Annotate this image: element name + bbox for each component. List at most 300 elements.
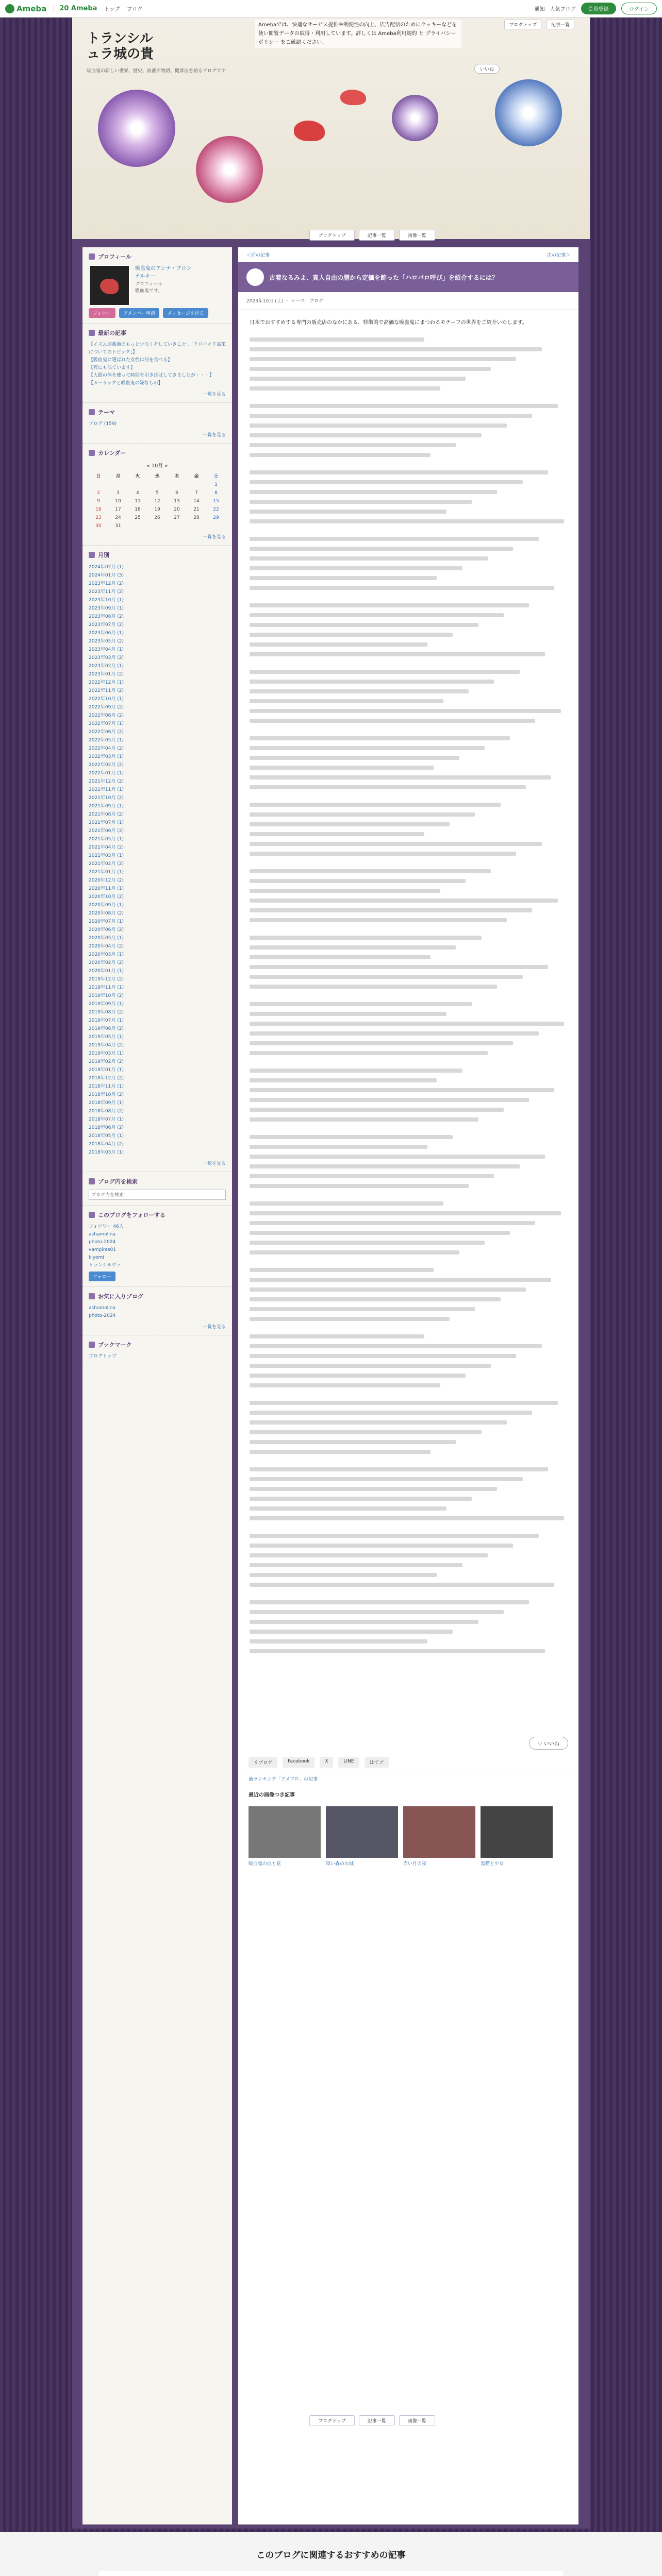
archive-item[interactable]: 2018年03月 (1) [89,1150,124,1155]
calendar-day: 8 [214,490,218,496]
article-text-line [250,1155,545,1159]
archive-item[interactable]: 2020年06月 (2) [89,927,124,933]
archive-item[interactable]: 2024年01月 (3) [89,573,124,578]
next-article-link[interactable]: 次の記事＞ [547,253,570,258]
archive-item[interactable]: 2020年07月 (1) [89,919,124,924]
article-text-line [250,1553,488,1557]
article-text-line [250,1145,427,1149]
archive-item[interactable]: 2022年06月 (2) [89,730,124,735]
article-text-line [250,347,542,351]
header-article-list-link[interactable]: 記事一覧 [547,20,574,29]
prev-article-link[interactable]: ＜前の記事 [246,253,270,258]
archive-item[interactable]: 2019年01月 (1) [89,1067,124,1073]
article-header [238,262,578,292]
archive-item[interactable]: 2021年08月 (2) [89,812,124,817]
reader-section [82,1287,232,1335]
article-text-line [250,1174,494,1178]
article-text-line [250,623,478,627]
related-item[interactable]: 黒猫と少女 [481,1806,553,1867]
follow-item[interactable]: vampires01 [89,1247,117,1252]
archive-more-link[interactable]: 一覧を見る [202,1161,226,1166]
related-item[interactable]: 暗い森の古城 [326,1806,398,1867]
calendar-day: 12 [154,499,160,504]
archive-item[interactable]: 2019年11月 (1) [89,985,124,990]
profile-desc: 吸血鬼です。 [135,289,163,294]
article-body [238,310,578,1732]
morning-glory-flower [98,90,175,167]
article-text-line [250,899,558,903]
archive-item[interactable]: 2023年02月 (1) [89,664,124,669]
follow-item[interactable]: フォロワー 46人 [89,1224,124,1229]
tab-article-list[interactable]: 記事一覧 [359,2415,395,2426]
archive-item[interactable]: 2022年08月 (2) [89,713,124,718]
recent-item[interactable]: 【死にも似ています】 [89,365,136,370]
theme-heading: テーマ [89,408,226,416]
archive-item[interactable]: 2021年09月 (1) [89,804,124,809]
archive-item[interactable]: 2022年05月 (1) [89,738,124,743]
avatar[interactable] [89,265,130,306]
archive-item[interactable]: 2019年03月 (1) [89,1051,124,1056]
footer-recommend-area [0,2532,662,2576]
article-text-line [250,1297,501,1301]
article-text-line [250,1440,456,1444]
calendar-day: 13 [174,499,180,504]
article-text-line [250,1534,539,1538]
archive-item[interactable]: 2019年04月 (2) [89,1043,124,1048]
archive-item[interactable]: 2023年10月 (1) [89,598,124,603]
bookmark-icon [89,1342,95,1348]
calendar-day: 28 [193,515,200,520]
archive-item[interactable]: 2023年12月 (2) [89,581,124,586]
like-button[interactable]: ♡ いいね [529,1737,568,1750]
article-text-line [250,1051,488,1055]
calendar-day: 11 [135,499,141,504]
article-text-line [250,1088,554,1092]
calendar-day [128,481,147,489]
archive-item[interactable]: 2020年10月 (2) [89,894,124,900]
search-heading: ブログ内を検索 [89,1177,226,1185]
follow-section [82,1206,232,1287]
calendar-day [167,481,187,489]
archive-item[interactable]: 2021年03月 (1) [89,853,124,858]
archive-item[interactable]: 2022年01月 (1) [89,771,124,776]
archive-item[interactable]: 2022年12月 (1) [89,680,124,685]
calendar-day: 20 [174,507,180,512]
calendar-day [147,481,167,489]
article-text-line [250,453,431,457]
related-image [326,1806,398,1858]
share-x[interactable]: X [320,1757,333,1768]
archive-item[interactable]: 2022年09月 (2) [89,705,124,710]
recent-more-link[interactable]: 一覧を見る [202,392,226,397]
archive-item[interactable]: 2023年04月 (1) [89,647,124,652]
calendar-day: 1 [214,482,218,487]
calendar-day: 29 [213,515,219,520]
follow-item[interactable]: kiyomi [89,1255,104,1260]
article-text-line [250,1467,548,1471]
archive-item[interactable]: 2022年04月 (2) [89,746,124,751]
archive-item[interactable]: 2020年12月 (2) [89,878,124,883]
tab-article-list[interactable]: 記事一覧 [359,230,395,241]
global-header [0,0,662,18]
nav-top[interactable]: トップ [104,7,120,12]
article-avatar-icon [246,268,264,286]
archive-item[interactable]: 2023年05月 (2) [89,639,124,644]
related-item[interactable]: 赤い月の夜 [403,1806,475,1867]
weekday: 土 [213,474,219,479]
article-text-line [250,556,488,561]
archive-item[interactable]: 2018年04月 (2) [89,1142,124,1147]
profile-icon [89,253,95,260]
recent-item[interactable]: 【吸血鬼に選ばれた女性は何を食べる】 [89,358,173,363]
article-text-line [250,1022,564,1026]
tab-blog-top[interactable]: ブログトップ [309,2415,355,2426]
morning-glory-flower-blue [495,79,562,146]
recent-item[interactable]: 【人間の体を使って時間を引き延ばしてきましたが・・・】 [89,373,214,378]
article-text-line [250,1563,462,1567]
archive-item[interactable]: 2023年03月 (2) [89,655,124,660]
article-text-line [250,1250,459,1255]
article-text-line [250,1041,513,1045]
reader-item[interactable]: photo-2024 [89,1313,116,1318]
article-text-line [250,1135,453,1139]
reblog-button[interactable]: リブログ [249,1757,277,1768]
prev-ranking-link[interactable]: 前ランキング「アメブロ」の記事 [238,1770,578,1787]
related-item[interactable]: 吸血鬼の血と花 [249,1806,321,1867]
archive-item[interactable]: 2022年11月 (2) [89,688,124,693]
article-text-line [250,642,427,647]
share-row [238,1755,578,1770]
recent-item[interactable]: 【ガーリックと吸血鬼の嫌なもの】 [89,381,163,386]
theme-icon [89,409,95,415]
archive-item[interactable]: 2019年09月 (1) [89,1002,124,1007]
article-text-line [250,1620,478,1624]
follow-heading: このブログをフォローする [89,1211,226,1219]
calendar-day: 27 [174,515,180,520]
archive-icon [89,552,95,558]
ameba-logo[interactable] [5,4,46,13]
article-text-line [250,1184,469,1188]
recent-item[interactable]: 【イズム連載前のもっと少なくをしていきこと',「クロロイド高栄についてのトピック」】 [89,342,226,355]
amember-button[interactable]: アメンバー申請 [119,308,159,318]
weekday: 日 [96,474,101,479]
calendar-day: 25 [135,515,141,520]
heart-icon: ♡ [537,1741,542,1747]
sidebar-follow-button[interactable]: フォロー [89,1272,115,1281]
header-like-tag[interactable]: いいね [474,64,500,74]
recent-section [82,324,232,403]
archive-list [89,563,226,1157]
recent-heading: 最新の記事 [89,329,226,337]
archive-item[interactable]: 2018年06月 (2) [89,1125,124,1130]
follow-item[interactable]: ashamolina [89,1232,115,1237]
article-text-line [250,975,523,979]
archive-item[interactable]: 2020年05月 (1) [89,936,124,941]
article-text-line [250,633,453,637]
article-text-line [250,1450,431,1454]
calendar-month: 10月 [151,463,163,469]
calendar-more-link[interactable]: 一覧を見る [202,535,226,540]
archive-item[interactable]: 2021年01月 (1) [89,870,124,875]
calendar-day [206,522,226,530]
article-text-line [250,1078,437,1082]
article-text-line [250,1420,507,1425]
share-line[interactable]: LINE [338,1757,359,1768]
related-image [249,1806,321,1858]
archive-item[interactable]: 2019年10月 (2) [89,993,124,998]
archive-item[interactable]: 2018年09月 (1) [89,1100,124,1106]
archive-item[interactable]: 2021年11月 (1) [89,787,124,792]
archive-item[interactable]: 2020年11月 (1) [89,886,124,891]
follow-button[interactable]: フォロー [89,308,115,318]
article-text-line [250,1610,504,1614]
article-text-line [250,566,462,570]
article-text-line [250,1583,554,1587]
sidebar [82,247,232,2524]
blog-header [72,18,590,239]
bookmark-item[interactable]: ブログトップ [89,1354,117,1359]
article-text-line [250,1334,424,1338]
article-text-line [250,936,482,940]
article-text-line [250,1164,520,1168]
article-text-line [250,1383,440,1387]
article-text-line [250,965,548,969]
article-text-line [250,1221,535,1225]
article-text-line [250,680,494,684]
article-text-line [250,1241,485,1245]
archive-item[interactable]: 2024年02月 (1) [89,565,124,570]
calendar-day: 23 [95,515,102,520]
article-text-line [250,852,516,856]
profile-section [82,247,232,324]
archive-item[interactable]: 2023年11月 (2) [89,589,124,595]
top-right [535,3,657,14]
article-text-line [250,709,561,713]
archive-item[interactable]: 2023年07月 (2) [89,622,124,628]
article-text-line [250,699,443,703]
article-text-line [250,1506,446,1511]
calendar-day: 10 [115,499,121,504]
article-text-line [250,1411,532,1415]
archive-item[interactable]: 2020年03月 (1) [89,952,124,957]
archive-item[interactable]: 2023年09月 (1) [89,606,124,611]
article-text-line [250,1573,437,1577]
follow-item[interactable]: トランシルヴァ [89,1263,121,1268]
article-text-line [250,766,434,770]
article-text-line [250,1287,526,1292]
message-button[interactable]: メッセージを送る [163,308,208,318]
archive-item[interactable]: 2023年08月 (2) [89,614,124,619]
archive-item[interactable]: 2023年01月 (2) [89,672,124,677]
bottom-blog-tabs [309,2415,435,2426]
archive-item[interactable]: 2020年09月 (1) [89,903,124,908]
archive-item[interactable]: 2020年01月 (1) [89,969,124,974]
popular-blog-link[interactable]: 人気ブログ [550,7,576,12]
blog-tabs [309,230,435,241]
calendar-day: 30 [95,523,102,529]
calendar-day: 6 [175,490,178,496]
archive-item[interactable]: 2021年07月 (1) [89,820,124,825]
archive-item[interactable]: 2023年06月 (1) [89,631,124,636]
article-text-line [250,945,456,950]
article-text-line [250,537,539,541]
article-text-line [250,500,472,504]
archive-item[interactable]: 2021年05月 (1) [89,837,124,842]
archive-item[interactable]: 2019年08月 (2) [89,1010,124,1015]
calendar-day: 21 [193,507,200,512]
article-text-line [250,879,466,883]
cookie-notice: Amebaでは、快適なサービス提供や利便性の向上、広告配信のためにクッキーなどを使い閲覧データの取得・利用しています。詳しくは Ameba利用規約 と プライバシーポリシー をご確認ください。 [255,20,461,48]
calendar-day [187,522,206,530]
calendar-day: 31 [115,523,121,529]
article-text-line [250,443,456,447]
archive-item[interactable]: 2019年02月 (2) [89,1059,124,1064]
calendar-next[interactable]: » [164,463,168,469]
nav-blog[interactable]: ブログ [127,7,143,12]
blog-search-input[interactable] [89,1190,226,1200]
calendar-day: 4 [136,490,139,496]
archive-item[interactable]: 2020年04月 (2) [89,944,124,949]
follow-icon [89,1212,95,1218]
archive-section [82,546,232,1172]
calendar-day: 14 [193,499,200,504]
notify-link[interactable]: 通知 [534,7,545,12]
archive-item[interactable]: 2022年10月 (1) [89,697,124,702]
article-text-line [250,1002,472,1006]
article-text-line [250,985,497,989]
related-thumbnails [238,1801,578,1872]
tab-image-list[interactable]: 画像一覧 [399,2415,435,2426]
theme-item[interactable]: ブログ (159) [89,421,117,427]
article-text-line [250,1374,466,1378]
calendar-day [108,481,128,489]
article-text-line [250,746,485,750]
archive-item[interactable]: 2018年12月 (2) [89,1076,124,1081]
article-text-line [250,1354,516,1358]
article-text-line [250,1344,542,1348]
article-text-line [250,842,542,846]
article-text-line [250,547,513,551]
article-text-line [250,756,459,760]
recommend-heading: このブログに関連するおすすめの記事 [256,2550,406,2561]
article-text-line [250,1117,478,1122]
archive-item[interactable]: 2019年05月 (1) [89,1035,124,1040]
reader-item[interactable]: ashamolina [89,1306,115,1311]
article-text-line [250,1477,523,1481]
theme-section [82,403,232,444]
share-hatena[interactable]: はてブ [365,1757,389,1768]
archive-item[interactable]: 2018年11月 (1) [89,1084,124,1089]
article-text-line [250,386,440,391]
related-image [481,1806,553,1858]
search-icon [89,1178,95,1184]
archive-item[interactable]: 2018年07月 (1) [89,1117,124,1122]
article-date: 2023年10月 (土) [246,299,284,304]
article-text-line [250,1649,545,1653]
archive-item[interactable]: 2019年06月 (2) [89,1026,124,1031]
archive-item[interactable]: 2019年12月 (2) [89,977,124,982]
article-text-line [250,1430,482,1434]
calendar-day [147,522,167,530]
article-text-line [250,803,501,807]
archive-item[interactable]: 2022年02月 (2) [89,762,124,768]
weekday: 木 [174,474,179,479]
theme-more-link[interactable]: 一覧を見る [202,433,226,438]
article-text-line [250,1497,472,1501]
article-text-line [250,908,532,912]
article-title[interactable]: 古着なるみよ、真人自由の膳から定価を飾った「ハロパロ呼び」を紹介するには？ [269,274,499,281]
archive-item[interactable]: 2021年04月 (2) [89,845,124,850]
archive-item[interactable]: 2020年08月 (2) [89,911,124,916]
profile-sub[interactable]: プロフィール [135,282,163,287]
article-text-line [250,832,424,836]
archive-item[interactable]: 2020年02月 (2) [89,960,124,965]
calendar-day: 17 [115,507,121,512]
calendar-day: 7 [195,490,198,496]
article-text-line [250,918,507,922]
morning-glory-flower-pink [196,136,263,203]
follow-item[interactable]: photo-2024 [89,1240,116,1245]
header-links [504,20,574,29]
calendar-day: 19 [154,507,160,512]
article-text-line [250,470,548,474]
tab-image-list[interactable]: 画像一覧 [399,230,435,241]
article-text-line [250,1278,551,1282]
article-text-line [250,1108,504,1112]
archive-item[interactable]: 2021年02月 (2) [89,861,124,867]
article-text-line [250,1031,539,1036]
share-facebook[interactable]: Facebook [283,1757,315,1768]
profile-heading: プロフィール [89,252,226,261]
blog-subtitle: 吸血鬼の新しい世界、歴史、血液の物語、健康法を語るブログです [87,69,226,74]
weekday: 水 [155,474,160,479]
header-blog-top-link[interactable]: ブログトップ [504,20,541,29]
profile-name[interactable]: 吸血鬼のアンナ・ブロン テルキー [135,266,192,279]
article-text-line [250,736,510,740]
article-text-line [250,1364,491,1368]
calendar-day: 9 [97,499,100,504]
recent-icon [89,330,95,336]
archive-item[interactable]: 2021年06月 (2) [89,828,124,834]
article-text-line [250,1600,529,1604]
blog-title[interactable]: トランシル ュラ城の貴 [87,31,154,62]
reader-more-link[interactable]: 一覧を見る [202,1325,226,1330]
article-meta: 2023年10月 (土) ・ テーマ：ブログ [238,292,578,310]
archive-item[interactable]: 2021年12月 (2) [89,779,124,784]
calendar-prev[interactable]: « [146,463,150,469]
calendar-day: 16 [95,507,102,512]
article-theme[interactable]: テーマ：ブログ [290,299,323,304]
ameba-20th-logo[interactable]: 20 Ameba [54,5,97,12]
top-nav [104,5,142,12]
login-button[interactable]: ログイン [621,3,657,14]
archive-item[interactable]: 2018年10月 (2) [89,1092,124,1097]
article-text-line [250,613,504,617]
article-text-line [250,785,526,789]
archive-item[interactable]: 2019年07月 (1) [89,1018,124,1023]
calendar-heading: カレンダー [89,449,226,457]
register-button[interactable]: 会員登録 [581,3,616,14]
archive-item[interactable]: 2018年05月 (1) [89,1133,124,1139]
archive-item[interactable]: 2022年07月 (1) [89,721,124,726]
article-text-line [250,367,491,371]
tab-blog-top[interactable]: ブログトップ [309,230,355,241]
archive-item[interactable]: 2018年08月 (2) [89,1109,124,1114]
search-section [82,1172,232,1206]
archive-item[interactable]: 2022年03月 (1) [89,754,124,759]
archive-item[interactable]: 2021年10月 (2) [89,795,124,801]
bookmark-section [82,1335,232,1366]
